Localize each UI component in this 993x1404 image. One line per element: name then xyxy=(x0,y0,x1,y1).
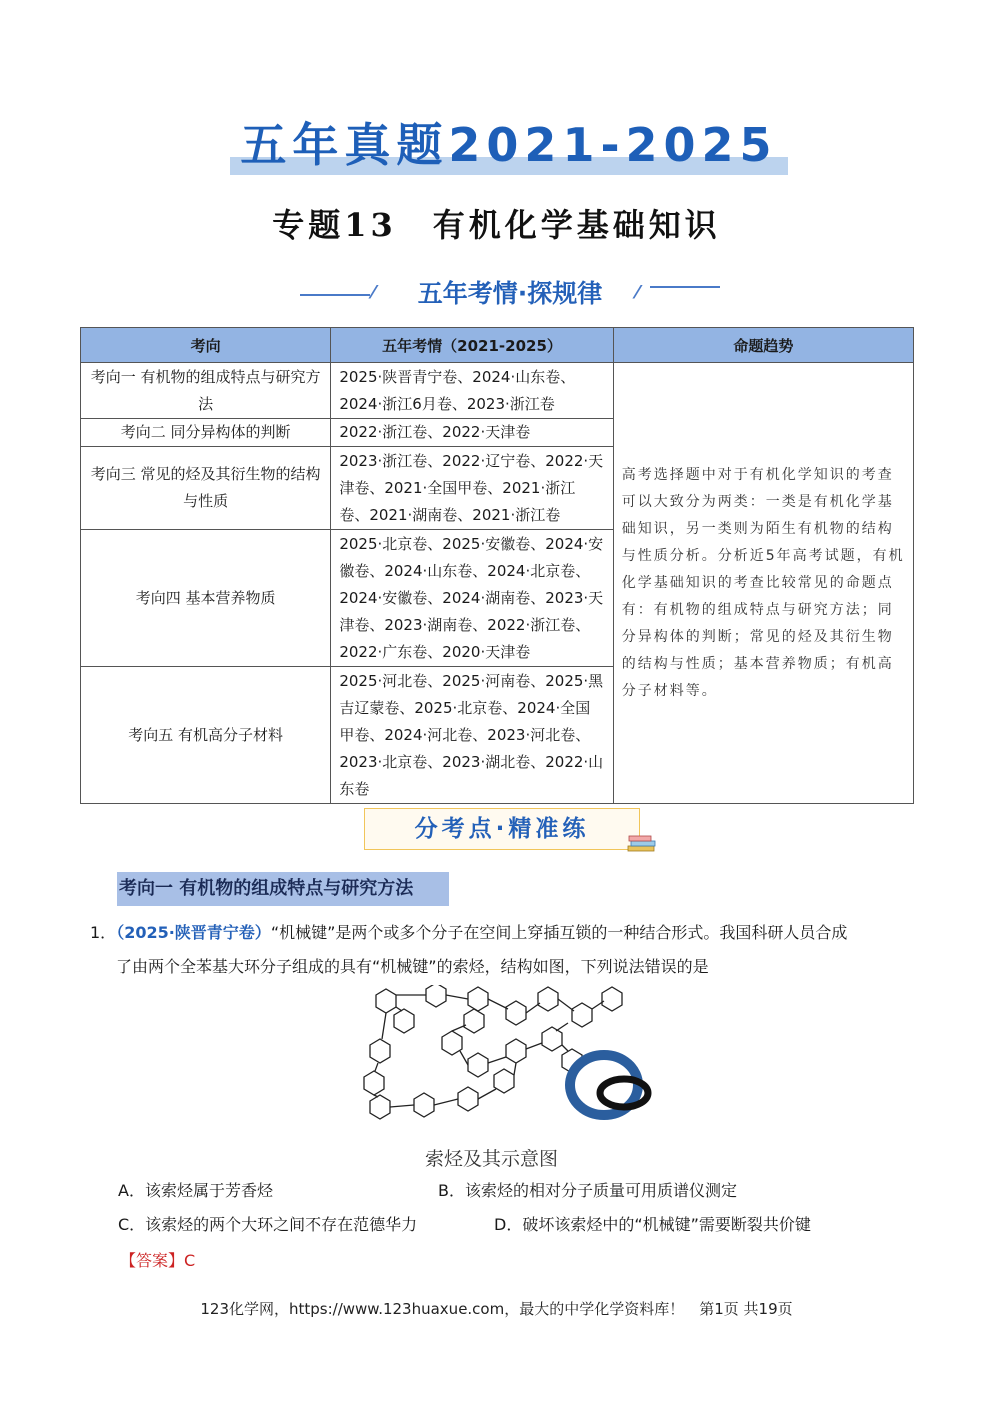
catenane-structure-figure xyxy=(356,985,666,1125)
benzene-ring xyxy=(376,989,396,1013)
exam-trend-table xyxy=(80,327,914,804)
option-b: B．该索烃的相对分子质量可用质谱仪测定 xyxy=(438,1181,737,1200)
decor-line-right xyxy=(650,286,720,288)
table-row xyxy=(81,363,914,419)
trend-cell: 高考选择题中对于有机化学知识的考查可以大致分为两类：一类是有机化学基础知识，另一类则为陌生有机物的结构与性质分析。分析近5年高考试题，有机化学基础知识的考查比较常见的命题点有：有机物的组成特点与研究方法；同分异构体的判断；常见的烃及其衍生物的结构与性质；基本营养物质；有机高分子材料等。 xyxy=(613,363,913,804)
situation-cell: 2025·北京卷、2025·安徽卷、2024·安徽卷、2024·山东卷、2024·北京卷、2024·安徽卷、2024·湖南卷、2023·天津卷、2023·湖南卷、2022·浙江卷、2022·广东卷、2020·天津卷 xyxy=(331,530,613,667)
direction-cell: 考向二 同分异构体的判断 xyxy=(81,419,331,447)
section-heading-exam-trends xyxy=(300,272,720,312)
figure-caption: 索烃及其示意图 xyxy=(424,1148,558,1170)
situation-cell: 2022·浙江卷、2022·天津卷 xyxy=(331,419,613,447)
header-trend: 命题趋势 xyxy=(613,328,913,363)
table-header-row xyxy=(81,328,914,363)
benzene-ring xyxy=(542,1027,562,1051)
benzene-ring xyxy=(506,1001,526,1025)
section-heading-practice xyxy=(364,808,640,850)
topic-title: 专题13 有机化学基础知识 xyxy=(272,206,721,244)
direction-cell: 考向五 有机高分子材料 xyxy=(81,667,331,804)
situation-cell: 2025·河北卷、2025·河南卷、2025·黑吉辽蒙卷、2025·北京卷、2024·全国甲卷、2024·河北卷、2023·河北卷、2023·北京卷、2023·湖北卷、2022·山东卷 xyxy=(331,667,613,804)
question-number: 1． xyxy=(90,923,117,942)
practice-heading-text: 分考点·精准练 xyxy=(414,816,590,842)
section-heading-text: 五年考情·探规律 xyxy=(417,279,603,308)
benzene-ring xyxy=(370,1095,390,1119)
question-stem-1: “机械键”是两个或多个分子在空间上穿插互锁的一种结合形式。我国科研人员合成 xyxy=(270,923,848,942)
benzene-ring xyxy=(364,1071,384,1095)
header-situation: 五年考情（2021-2025） xyxy=(331,328,613,363)
benzene-ring xyxy=(426,985,446,1007)
decor-line-left xyxy=(300,294,370,296)
banner xyxy=(230,112,790,182)
benzene-ring xyxy=(394,1009,414,1033)
books-icon xyxy=(626,832,658,854)
question-line-2: 了由两个全苯基大环分子组成的具有“机械键”的索烃，结构如图，下列说法错误的是 xyxy=(116,957,709,976)
benzene-ring xyxy=(370,1039,390,1063)
option-c: C．该索烃的两个大环之间不存在范德华力 xyxy=(118,1215,418,1234)
direction-cell: 考向四 基本营养物质 xyxy=(81,530,331,667)
benzene-ring xyxy=(414,1093,434,1117)
question-line-1 xyxy=(90,920,910,946)
benzene-ring xyxy=(494,1069,514,1093)
benzene-ring xyxy=(464,1009,484,1033)
benzene-ring xyxy=(572,1003,592,1027)
direction-cell: 考向一 有机物的组成特点与研究方法 xyxy=(81,363,331,419)
benzene-ring xyxy=(538,987,558,1011)
banner-title: 五年真题2021-2025 xyxy=(240,118,778,172)
answer-value: C xyxy=(184,1251,196,1270)
benzene-ring xyxy=(602,987,622,1011)
situation-cell: 2025·陕晋青宁卷、2024·山东卷、2024·浙江6月卷、2023·浙江卷 xyxy=(331,363,613,419)
benzene-ring xyxy=(468,1053,488,1077)
option-a: A．该索烃属于芳香烃 xyxy=(118,1181,273,1200)
benzene-ring xyxy=(458,1087,478,1111)
decor-slash-right: ⁄ xyxy=(636,282,640,303)
header-direction: 考向 xyxy=(81,328,331,363)
direction-heading: 考向一 有机物的组成特点与研究方法 xyxy=(117,872,449,906)
benzene-ring xyxy=(468,987,488,1011)
situation-cell: 2023·浙江卷、2022·辽宁卷、2022·天津卷、2021·全国甲卷、2021·浙江卷、2021·湖南卷、2021·浙江卷 xyxy=(331,447,613,530)
question-source: （2025·陕晋青宁卷） xyxy=(116,923,271,942)
direction-cell: 考向三 常见的烃及其衍生物的结构与性质 xyxy=(81,447,331,530)
answer xyxy=(120,1248,195,1271)
decor-slash-left: ⁄ xyxy=(372,282,376,303)
page-footer: 123化学网，https://www.123huaxue.com，最大的中学化学资料库！ 第1页 共19页 xyxy=(200,1300,793,1318)
benzene-ring xyxy=(442,1031,462,1055)
answer-label: 【答案】 xyxy=(120,1251,185,1270)
benzene-ring xyxy=(506,1039,526,1063)
option-d: D．破坏该索烃中的“机械键”需要断裂共价键 xyxy=(494,1215,811,1234)
